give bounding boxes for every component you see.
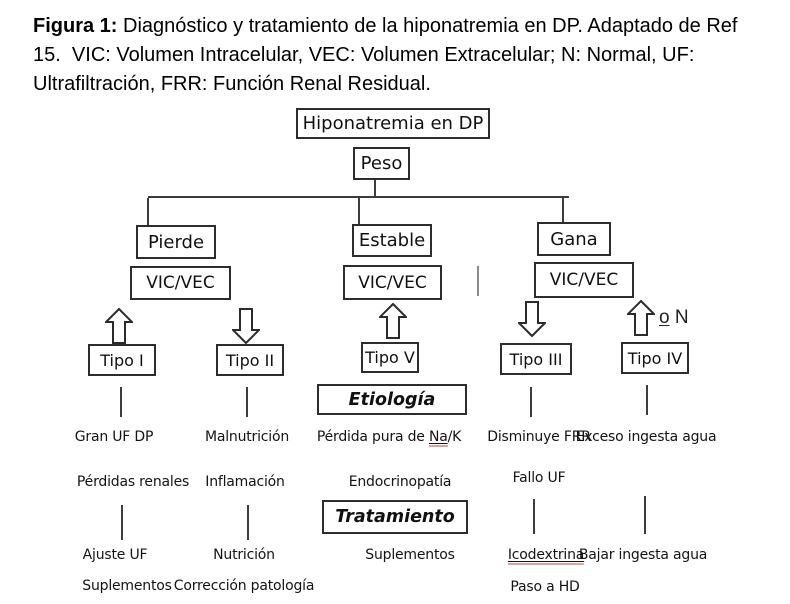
etiologia-item: Inflamación xyxy=(205,474,285,490)
tratamiento-item: Icodextrina xyxy=(507,547,585,563)
up-arrow-icon xyxy=(379,303,407,339)
section-header-tratamiento: Tratamiento xyxy=(322,500,468,534)
connector-stub-gana xyxy=(562,198,564,222)
tratamiento-item: Ajuste UF xyxy=(82,547,148,563)
connector-tipo-iv-drop xyxy=(646,385,648,415)
down-arrow-icon xyxy=(232,308,260,344)
connector-col4-drop xyxy=(533,499,535,534)
connector-tipo-ii-drop xyxy=(246,387,248,417)
tratamiento-item: Paso a HD xyxy=(510,579,580,595)
connector-col2-drop xyxy=(247,505,249,540)
node-tipo-i: Tipo I xyxy=(88,344,156,376)
etiologia-item-suffix: /K xyxy=(447,429,462,445)
caption-line-1 xyxy=(33,12,763,41)
tratamiento-item: Corrección patología xyxy=(173,578,315,594)
connector-tipo-iii-drop xyxy=(530,387,532,417)
tratamiento-item: Bajar ingesta agua xyxy=(578,547,708,563)
node-vicvec-pierde: VIC/VEC xyxy=(130,266,231,300)
caption-line-3: Ultrafiltración, FRR: Función Renal Residual. xyxy=(33,73,431,95)
down-arrow-icon xyxy=(518,301,546,337)
tratamiento-item: Suplementos xyxy=(365,547,455,563)
figure-caption xyxy=(33,12,763,99)
up-arrow-icon xyxy=(627,300,655,336)
or-normal-rest: N xyxy=(669,307,689,328)
connector-stub-estable xyxy=(358,198,360,224)
connector-tipo-i-drop xyxy=(120,387,122,417)
etiologia-item-underlined: Na xyxy=(428,429,448,445)
node-tipo-iv: Tipo IV xyxy=(621,342,689,374)
connector-col5-drop xyxy=(644,496,646,534)
etiologia-item: Malnutrición xyxy=(204,429,290,445)
etiologia-item xyxy=(317,429,461,445)
connector-stub-pierde xyxy=(147,198,149,225)
etiologia-item: Exceso ingesta agua xyxy=(575,429,717,445)
or-normal-underlined: o xyxy=(659,307,670,328)
etiologia-item: Endocrinopatía xyxy=(348,474,452,490)
tratamiento-item: Nutrición xyxy=(213,547,275,563)
connector-col1-drop xyxy=(121,505,123,540)
etiologia-item-prefix: Pérdida pura de xyxy=(316,429,429,445)
node-tipo-iii: Tipo III xyxy=(500,343,572,375)
node-estable: Estable xyxy=(352,224,432,257)
node-peso: Peso xyxy=(353,147,410,180)
section-header-etiologia: Etiología xyxy=(317,384,467,415)
node-gana: Gana xyxy=(537,222,611,256)
node-pierde: Pierde xyxy=(136,225,216,259)
etiologia-item: Pérdidas renales xyxy=(76,474,190,490)
divider-line xyxy=(477,266,479,296)
node-hiponatremia-en-dp: Hiponatremia en DP xyxy=(296,108,490,139)
caption-line-2: 15. VIC: Volumen Intracelular, VEC: Volumen Extracelular; N: Normal, UF: xyxy=(33,44,695,66)
or-normal-note xyxy=(659,307,689,329)
up-arrow-icon xyxy=(105,308,133,344)
caption-line-1-text: Diagnóstico y tratamiento de la hiponatremia en DP. Adaptado de Ref xyxy=(117,15,738,37)
node-vicvec-estable: VIC/VEC xyxy=(343,265,442,300)
etiologia-item: Fallo UF xyxy=(512,470,566,486)
caption-figure-label: Figura 1: xyxy=(33,15,118,37)
etiologia-item: Gran UF DP xyxy=(74,429,154,445)
node-tipo-v: Tipo V xyxy=(361,342,419,373)
node-tipo-ii: Tipo II xyxy=(216,344,284,376)
tratamiento-item: Suplementos xyxy=(82,578,172,594)
connector-peso-drop xyxy=(374,180,376,197)
etiologia-item: Disminuye FRR xyxy=(487,429,591,445)
node-vicvec-gana: VIC/VEC xyxy=(534,262,634,298)
